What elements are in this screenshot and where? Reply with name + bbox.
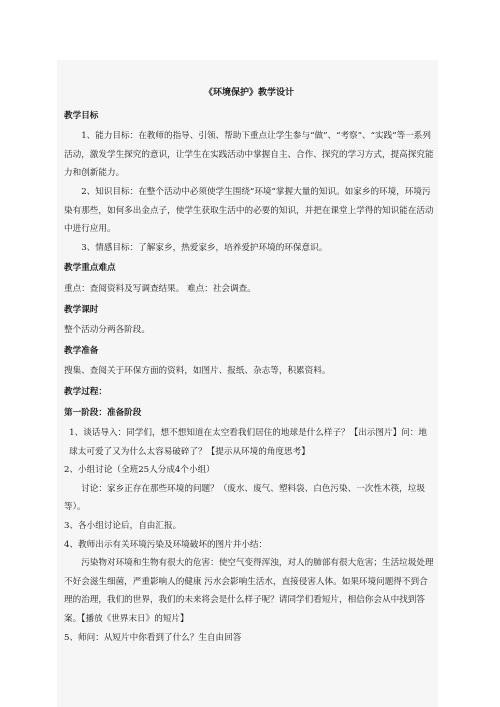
heading-key-points: 教学重点难点	[64, 263, 116, 274]
preparation-text: 搜集、查阅关于环保方面的资料，如图片、报纸、杂志等，积累资料。	[64, 366, 331, 377]
step-4-teacher-summary: 4、教师出示有关环境污染及环境破坏的图片并小结：	[64, 539, 268, 550]
step-5-question: 5、师问：从短片中你看到了什么？生自由回答	[64, 632, 242, 643]
step-1-intro: 1、谈话导入：同学们，想不想知道在太空看我们居住的地球是什么样子？【出示图片】问：地球太可爱了又为什么太容易破碎了？【提示从环境的角度思考】	[69, 428, 427, 457]
class-hours-text: 整个活动分两各阶段。	[64, 325, 150, 336]
heading-preparation: 教学准备	[64, 345, 99, 356]
goal-knowledge: 2、知识目标：在整个活动中必须使学生围绕“环境”掌握大量的知识。如家乡的环境，环境污染有那些，如何多出金点子，使学生获取生活中的必要的知识，并把在课堂上学得的知识能在活动中进行应用。	[64, 186, 434, 235]
step-3-report: 3、各小组讨论后，自由汇报。	[64, 521, 182, 532]
heading-process: 教学过程：	[64, 386, 107, 397]
step-2-discussion-detail: 讨论：家乡正存在那些环境的问题？（废水、废气、塑料袋、白色污染、一次性木筷，垃圾等）。	[64, 483, 425, 513]
step-2-group-discussion: 2、小组讨论（全班25人分成4个小组）	[64, 465, 215, 476]
goal-ability: 1、能力目标：在教师的指导、引领、帮助下重点让学生参与“做”、“考察”、“实践”等一系列活动，激发学生探究的意识，让学生在实践活动中掌握自主、合作、探究的学习方式，提高探究能力和创新能力。	[64, 131, 434, 179]
heading-stage-one: 第一阶段：准备阶段	[64, 407, 142, 418]
document-body	[64, 84, 434, 647]
heading-class-hours: 教学课时	[64, 304, 99, 315]
key-points-text: 重点：查阅资料及写调查结果。 难点：社会调查。	[64, 283, 256, 294]
goal-emotion: 3、情感目标：了解家乡，热爱家乡，培养爱护环境的环保意识。	[81, 242, 328, 253]
document-title: 《环境保护》教学设计	[203, 88, 294, 98]
heading-teaching-goals: 教学目标	[64, 110, 99, 121]
step-4-summary-detail: 污染物对环境和生物有很大的危害：使空气变得浑浊，对人的肺部有很大危害；生活垃圾处理不好会滋生细菌，严重影响人的健康 污水会影响生活水，直接侵害人体。如果环境问题得不到合理的治理，我们的世界，我们的未来将会是什么样子呢？请同学们看短片，相信你会从中找到答案。【播放《世界末日》的短片】	[64, 558, 434, 625]
